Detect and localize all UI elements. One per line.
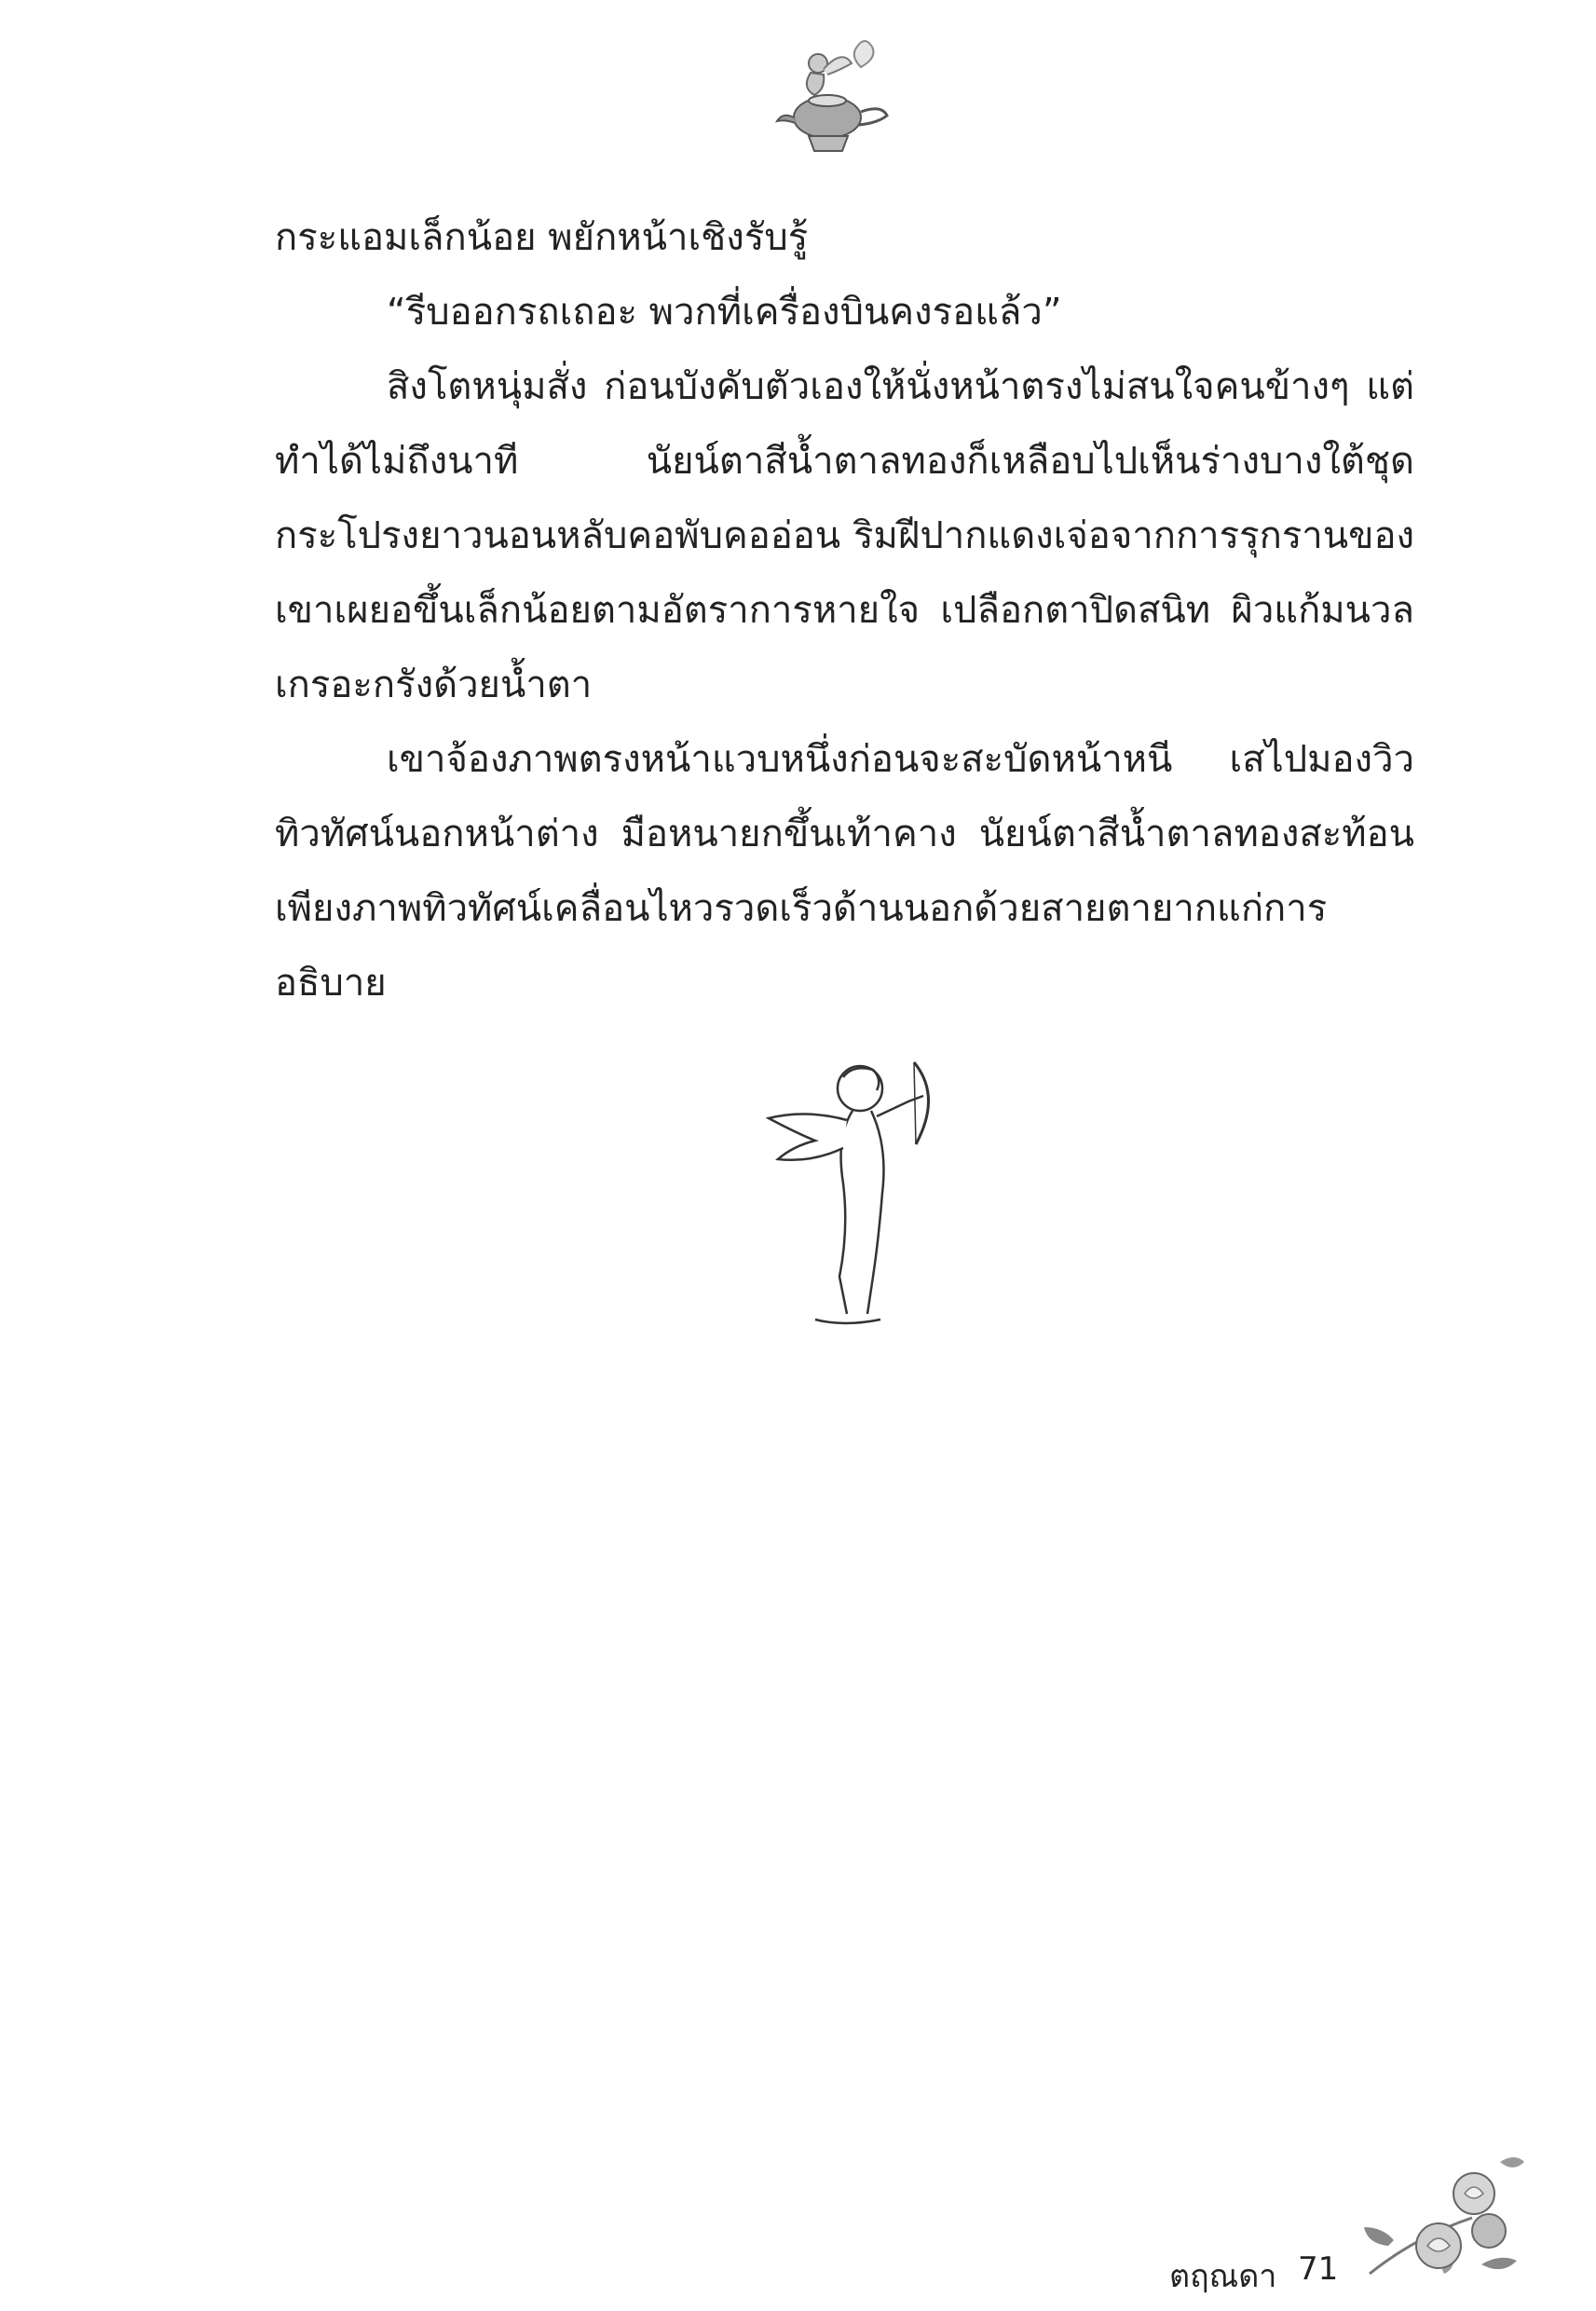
paragraph: กระแอมเล็กน้อย พยักหน้าเชิงรับรู้ — [275, 216, 809, 259]
roses-icon — [1360, 2134, 1528, 2292]
paragraph: เขาจ้องภาพตรงหน้าแวบหนึ่งก่อนจะสะบัดหน้าหนี เสไปมองวิวทิวทัศน์นอกหน้าต่าง มือหนายกขึ้นเท้าคาง นัยน์ตาสีน้ำตาลทองสะท้อนเพียงภาพทิวทัศน์เคลื่อนไหวรวดเร็วด้านนอกด้วยสายตายากแก่การอธิบาย — [275, 738, 1414, 1005]
cupid-archer-icon — [750, 1044, 946, 1342]
page-number: 71 — [1298, 2250, 1339, 2288]
paragraph: สิงโตหนุ่มสั่ง ก่อนบังคับตัวเองให้นั่งหน้าตรงไม่สนใจคนข้างๆ แต่ทำได้ไม่ถึงนาที นัยน์ตาสีน้ำตาลทองก็เหลือบไปเห็นร่างบางใต้ชุดกระโปรงยาวนอนหลับคอพับคออ่อน ริมฝีปากแดงเจ่อจากการรุกรานของเขาเผยอขึ้นเล็กน้อยตามอัตราการหายใจ เปลือกตาปิดสนิท ผิวแก้มนวลเกรอะกรังด้วยน้ำตา — [275, 365, 1414, 706]
footer-author: ตฤณดา — [1169, 2258, 1277, 2295]
cupid-lamp-icon — [764, 26, 904, 166]
paragraph: “รีบออกรถเถอะ พวกที่เครื่องบินคงรอแล้ว” — [387, 291, 1062, 334]
body-text — [275, 200, 1414, 1020]
